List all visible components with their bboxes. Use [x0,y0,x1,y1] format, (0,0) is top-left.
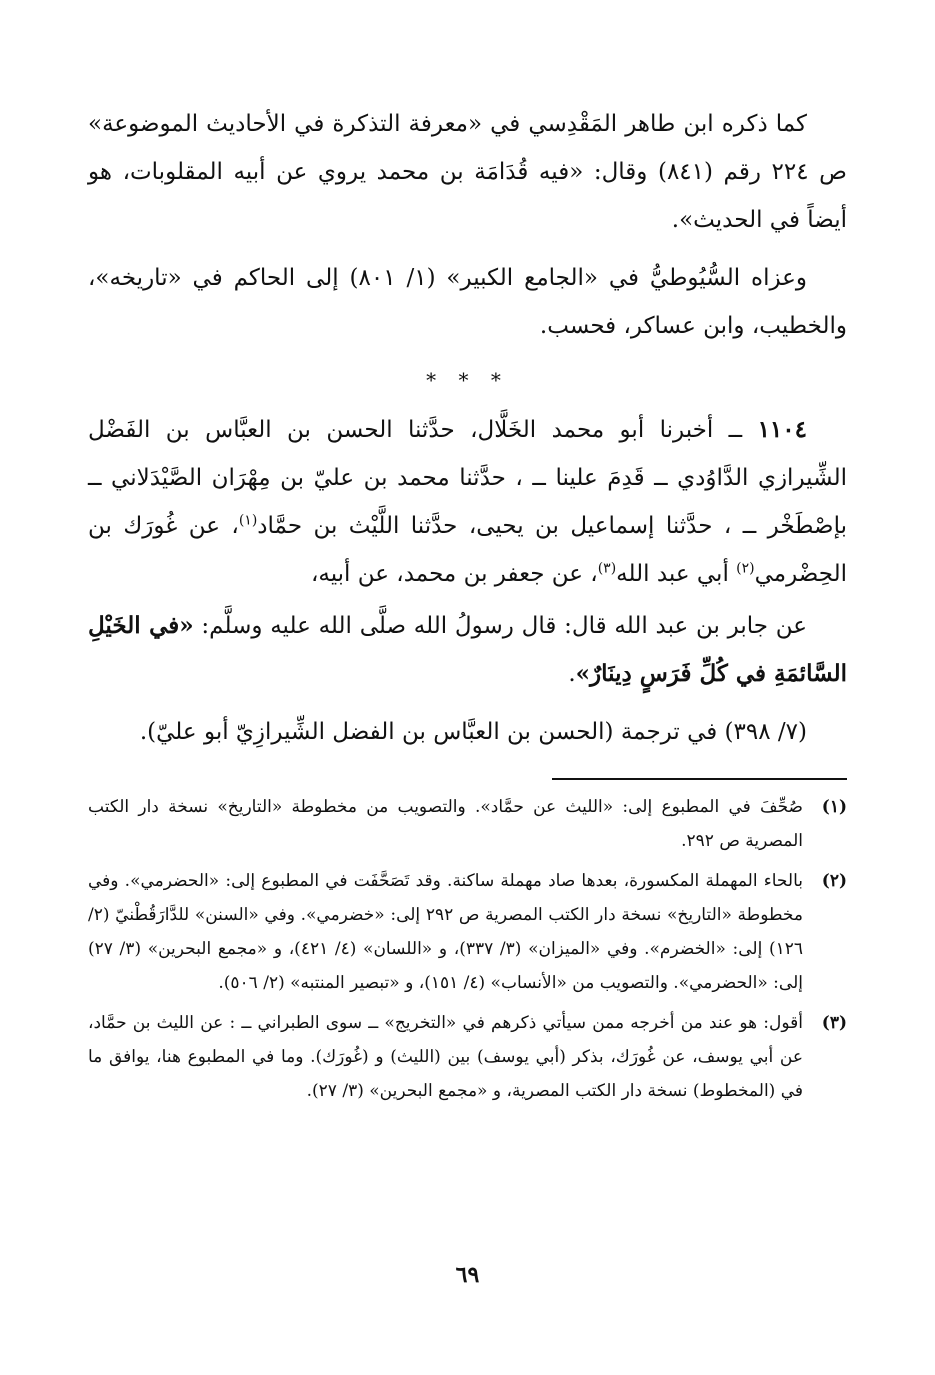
footnote-ref-2[interactable]: (٢) [736,560,755,577]
isnad-part-4: ، عن جعفر بن محمد، عن أبيه، [310,561,598,587]
main-text [88,100,847,766]
footnote-text: صُحِّفَ في المطبوع إلى: «الليث عن حمَّاد». والتصويب من مخطوطة «التاريخ» نسخة دار الكتب المصرية ص ٢٩٢. [88,797,803,851]
page-number: ٦٩ [455,1262,480,1288]
hadith-matn [88,602,847,698]
section-separator: * * * [426,368,509,392]
matn-end: . [568,661,576,687]
isnad-part-2: ، عن غُورَك بن الحِضْرمي [88,513,847,587]
footnote-text: بالحاء المهملة المكسورة، بعدها صاد مهملة ساكنة. وقد تَصَحَّفَت في المطبوع إلى: «الحضرمي». وفي مخطوطة «التاريخ» نسخة دار الكتب المصرية ص ٢٩٢ إلى: «خضرمي». وفي «السنن» للدَّارَقُطْنيّ (٢/ ١٢٦) إلى: «الخضرم». وفي «الميزان» (٣/ ٣٣٧)، و «اللسان» (٤/ ٤٢١)، و «مجمع البحرين» (٣/ ٢٧) إلى: «الحضرمي». والتصويب من «الأنساب» (٤/ ١٥١)، و «تبصير المنتبه» (٢/ ٥٠٦). [88,871,804,993]
footnote-1 [88,790,847,858]
footnotes [88,790,847,1114]
matn-quote: «في الخَيْلِ السَّائمَةِ في كُلِّ فَرَسٍ دِينَارٌ» [88,612,847,687]
footnote-ref-1[interactable]: (١) [238,512,258,529]
paragraph-2: وعزاه السُّيُوطيُّ في «الجامع الكبير» (١/ ٨٠١) إلى الحاكم في «تاريخه»، والخطيب، وابن عساكر، فحسب. [88,265,847,339]
matn-lead: عن جابر بن عبد الله قال: قال رسولُ الله صلَّى الله عليه وسلَّم: [193,613,808,639]
paragraph-1: كما ذكره ابن طاهر المَقْدِسي في «معرفة التذكرة في الأحاديث الموضوعة» ص ٢٢٤ رقم (٨٤١) وقال: «فيه قُدَامَة بن محمد يروي عن أبيه المقلوبات، هو أيضاً في الحديث». [88,111,847,233]
footnote-ref-3[interactable]: (٣) [597,560,617,577]
isnad-part-1: ــ أخبرنا أبو محمد الخَلَّال، حدَّثنا الحسن بن العبَّاس بن الفَضْل الشِّيرازي الدَّاوُدي ــ قَدِمَ علينا ــ ، حدَّثنا محمد بن عليّ بن مِهْرَان الصَّيْدَلاني ــ بإصْطَخْر ــ ، حدَّثنا إسماعيل بن يحيى، حدَّثنا اللَّيْث بن حمَّاد [88,417,847,539]
footnote-number: (١) [821,797,847,817]
footnote-2 [88,864,847,1000]
isnad-part-3: أبي عبد الله [616,561,737,587]
footnote-3 [88,1006,847,1108]
hadith-isnad [88,406,847,598]
hadith-number: ١١٠٤ [757,416,807,443]
footnote-number: (٣) [821,1013,847,1033]
source-reference: (٧/ ٣٩٨) في ترجمة (الحسن بن العبَّاس بن الفضل الشِّيرازِيّ أبو عليّ). [139,719,807,745]
footnote-number: (٢) [821,871,847,891]
footnote-divider [552,778,847,780]
footnote-text: أقول: هو عند من أخرجه ممن سيأتي ذكرهم في «التخريج» ــ سوى الطبراني ــ : عن الليث بن حمَّاد، عن أبي يوسف، عن غُورَك، بذكر (أبي يوسف) بين (الليث) و (غُورَك). وما في المطبوع هنا، يوافق ما في (المخطوط) نسخة دار الكتب المصرية، و «مجمع البحرين» (٣/ ٢٧). [88,1013,803,1101]
